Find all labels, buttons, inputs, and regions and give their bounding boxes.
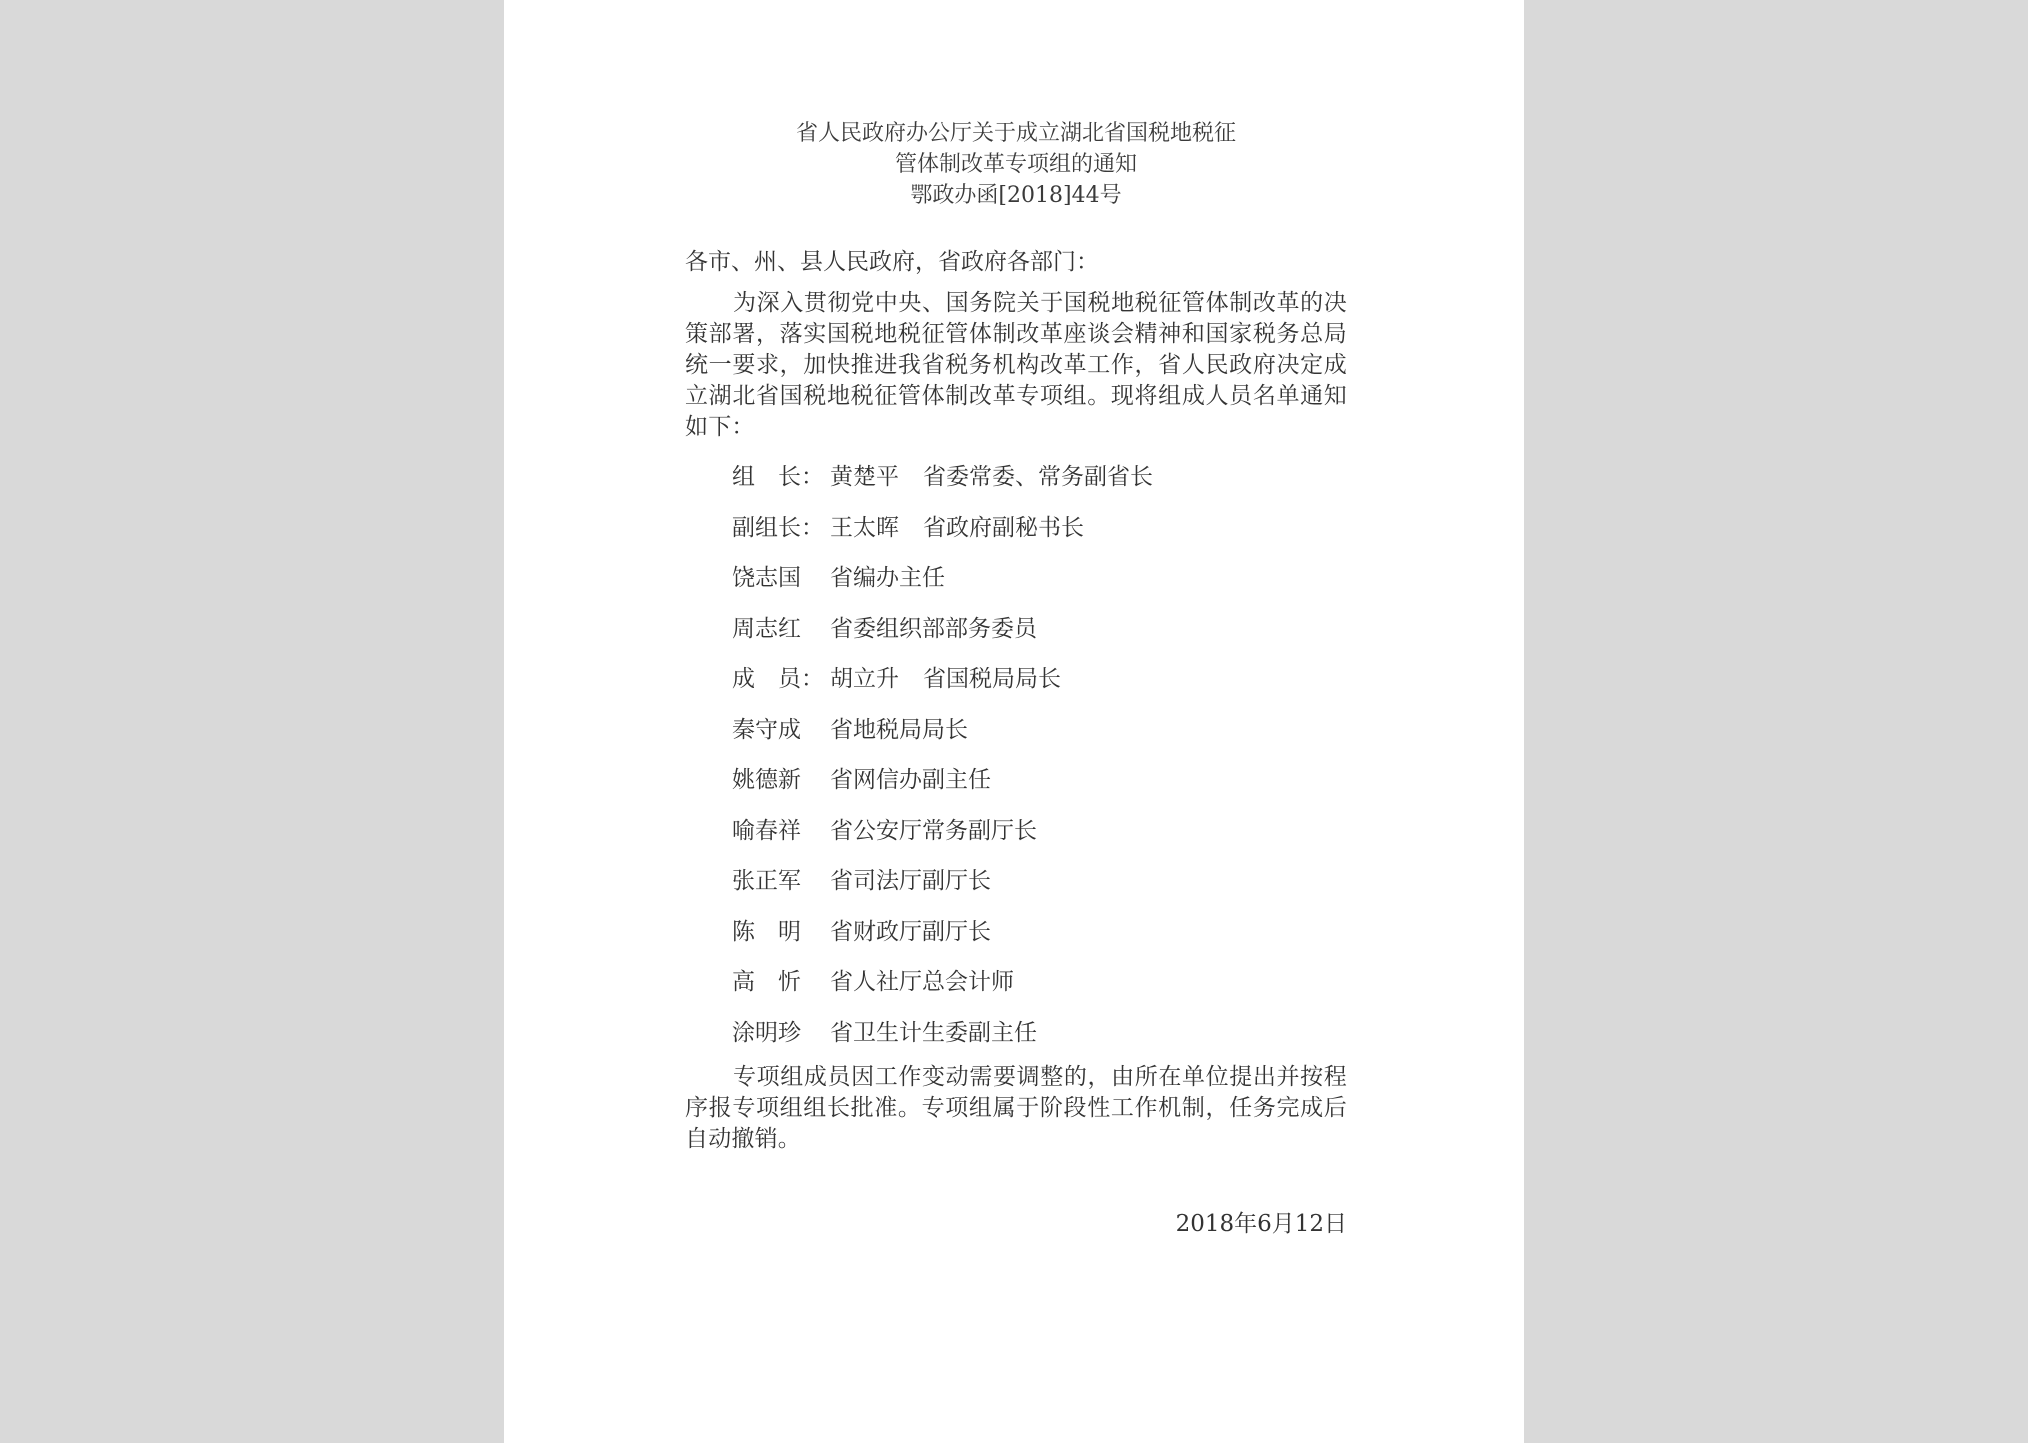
closing-paragraph: 专项组成员因工作变动需要调整的，由所在单位提出并按程序报专项组组长批准。专项组属于阶段性工作机制，任务完成后自动撤销。: [685, 1064, 1347, 1152]
member-name: 周志红: [732, 615, 801, 642]
salutation: 各市、州、县人民政府，省政府各部门：: [685, 249, 1099, 275]
document-page: [504, 0, 1524, 1443]
member-row: [685, 755, 1347, 806]
member-row: [685, 604, 1347, 655]
member-row: [685, 705, 1347, 756]
member-name: 高 忻: [732, 969, 801, 995]
member-title: 省卫生计生委副主任: [830, 1019, 1037, 1046]
member-row: [685, 452, 1347, 503]
member-row: [685, 957, 1347, 1008]
member-title: 省人社厅总会计师: [830, 969, 1014, 995]
member-title: 省网信办副主任: [830, 767, 991, 793]
member-row: [685, 856, 1347, 907]
member-title: 省地税局局长: [830, 716, 968, 743]
member-role: 组 长：: [732, 464, 824, 490]
member-name: 胡立升: [830, 666, 899, 692]
member-name: 陈 明: [732, 918, 801, 945]
member-name: 饶志国: [732, 565, 801, 591]
member-name: 喻春祥: [732, 817, 801, 844]
member-row: [685, 654, 1347, 705]
intro-paragraph: 为深入贯彻党中央、国务院关于国税地税征管体制改革的决策部署，落实国税地税征管体制改革座谈会精神和国家税务总局统一要求，加快推进我省税务机构改革工作，省人民政府决定成立湖北省国税地税征管体制改革专项组。现将组成人员名单通知如下：: [685, 290, 1347, 440]
member-title: 省司法厅副厅长: [830, 868, 991, 894]
member-row: [685, 553, 1347, 604]
member-name: 王太晖: [830, 514, 899, 541]
member-row: [685, 1008, 1347, 1059]
member-row: [685, 503, 1347, 554]
member-name: 张正军: [732, 868, 801, 894]
member-role: 副组长：: [732, 514, 824, 541]
member-list: [685, 452, 1347, 1058]
document-title: [685, 118, 1347, 211]
member-name: 姚德新: [732, 767, 801, 793]
document-number: 鄂政办函[2018]44号: [910, 183, 1122, 208]
member-row: [685, 907, 1347, 958]
member-name: 黄楚平: [830, 464, 899, 490]
member-title: 省编办主任: [830, 565, 945, 591]
document-date: 2018年6月12日: [1175, 1211, 1347, 1237]
member-title: 省委常委、常务副省长: [923, 464, 1153, 490]
member-name: 涂明珍: [732, 1019, 801, 1046]
member-role: 成 员：: [732, 666, 824, 692]
member-name: 秦守成: [732, 716, 801, 743]
title-line-2: 管体制改革专项组的通知: [894, 152, 1137, 177]
document-content: [685, 118, 1347, 1240]
member-row: [685, 806, 1347, 857]
title-line-1: 省人民政府办公厅关于成立湖北省国税地税征: [795, 121, 1236, 146]
member-title: 省委组织部部务委员: [830, 615, 1037, 642]
member-title: 省政府副秘书长: [923, 514, 1084, 541]
member-title: 省财政厅副厅长: [830, 918, 991, 945]
member-title: 省国税局局长: [923, 666, 1061, 692]
member-title: 省公安厅常务副厅长: [830, 817, 1037, 844]
